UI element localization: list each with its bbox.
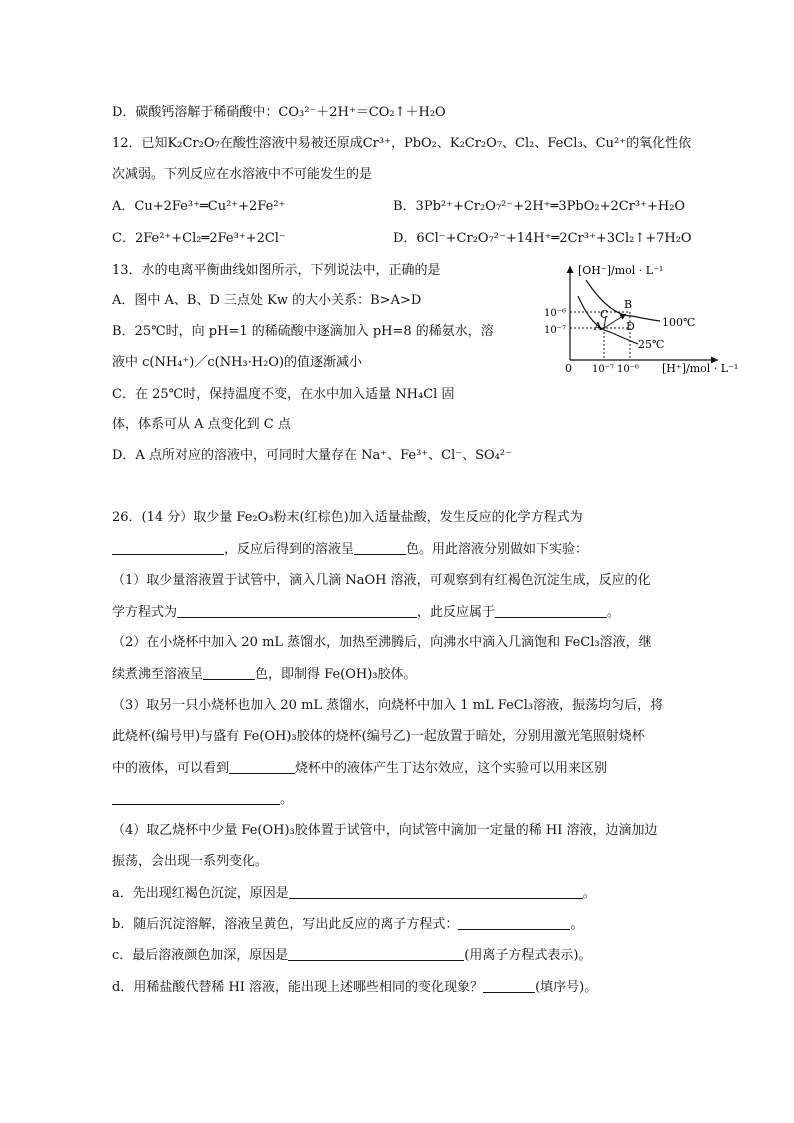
q26-part4-line1: （4）取乙烧杯中少量 Fe(OH)₃胶体置于试管中，向试管中滴加一定量的稀 HI 溶液，边滴加边 [112,823,658,838]
q26-line1: 26．(14 分）取少量 Fe₂O₃粉末(红棕色)加入适量盐酸，发生反应的化学方程式为 [112,510,583,525]
water-ionization-chart [540,258,760,380]
q26-part3-line2: 此烧杯(编号甲)与盛有 Fe(OH)₃胶体的烧杯(编号乙)一起放置于暗处，分别用激光笔照射烧杯 [112,729,645,744]
answer-blank-p2-color[interactable] [203,665,255,680]
series-label-25c: 25℃ [638,338,665,351]
y-axis-label: [OH⁻]/mol · L⁻¹ [578,264,664,277]
answer-blank-p3-beaker[interactable] [229,759,295,774]
q26-part4-d: d．用稀盐酸代替稀 HI 溶液，能出现上述哪些相同的变化现象？ (填序号)。 [112,980,598,995]
q26-part4-b: b．随后沉淀溶解，溶液呈黄色，写出此反应的离子方程式： 。 [112,917,584,932]
point-a-label: A [594,320,602,333]
answer-blank-color[interactable] [354,540,406,555]
q26-part3-line4: 。 [112,790,293,809]
q13-option-b-line2: 液中 c(NH₄⁺)／c(NH₃·H₂O)的值逐渐减小 [112,355,363,370]
answer-blank-p3-distinguish[interactable] [112,790,280,805]
x-tick-1e-6: 10⁻⁶ [617,364,640,375]
q26-part2-line1: （2）在小烧杯中加入 20 mL 蒸馏水，加热至沸腾后，向沸水中滴入几滴饱和 FeCl₃溶液，继 [112,635,652,650]
q13-option-d: D．A 点所对应的溶液中，可同时大量存在 Na⁺、Fe³⁺、Cl⁻、SO₄²⁻ [112,448,512,463]
q26-part1-line1: （1）取少量溶液置于试管中，滴入几滴 NaOH 溶液，可观察到有红褐色沉淀生成，反应的化 [112,573,651,588]
y-tick-1e-7: 10⁻⁷ [544,325,567,336]
q26-part3-line3: 中的液体，可以看到 烧杯中的液体产生丁达尔效应，这个实验可以用来区别 [112,761,608,776]
series-label-100c: 100℃ [662,316,696,329]
q13-stem: 13．水的电离平衡曲线如图所示，下列说法中，正确的是 [112,263,441,278]
answer-blank-4a[interactable] [289,884,583,899]
q26-part2-line2: 续煮沸至溶液呈 色，即制得 Fe(OH)₃胶体。 [112,667,417,682]
answer-blank-p1-type[interactable] [495,603,607,618]
q26-part4-a: a．先出现红褐色沉淀，原因是 。 [112,886,596,901]
q13-option-c-line1: C．在 25℃时，保持温度不变，在水中加入适量 NH₄Cl 固 [112,387,455,402]
q11-option-d: D．碳酸钙溶解于稀硝酸中：CO₃²⁻＋2H⁺＝CO₂↑＋H₂O [112,105,446,120]
answer-blank-p1-equation[interactable] [177,603,417,618]
q26-part1-line2: 学方程式为 ，此反应属于 。 [112,605,621,620]
q13-option-c-line2: 体，体系可从 A 点变化到 C 点 [112,417,291,432]
q12-option-b: B．3Pb²⁺+Cr₂O₇²⁻+2H⁺═3PbO₂+2Cr³⁺+H₂O [393,199,686,214]
q13-option-a: A．图中 A、B、D 三点处 Kw 的大小关系：B>A>D [112,293,422,308]
q12-option-c: C．2Fe²⁺+Cl₂═2Fe³⁺+2Cl⁻ [112,231,286,246]
q12-option-d: D．6Cl⁻+Cr₂O₇²⁻+14H⁺═2Cr³⁺+3Cl₂↑+7H₂O [393,231,692,246]
q26-part3-line1: （3）取另一只小烧杯也加入 20 mL 蒸馏水，向烧杯中加入 1 mL FeCl₃溶液，振荡均匀后，将 [112,698,664,713]
y-tick-1e-6: 10⁻⁶ [544,308,567,319]
q26-line2: ，反应后得到的溶液呈 色。用此溶液分别做如下实验： [112,540,588,559]
x-tick-1e-7: 10⁻⁷ [592,364,615,375]
origin-label: 0 [565,362,572,375]
q12-stem-line1: 12．已知K₂Cr₂O₇在酸性溶液中易被还原成Cr³⁺，PbO₂、K₂Cr₂O₇、Cl₂、FeCl₃、Cu²⁺的氧化性依 [112,136,692,151]
q12-stem-line2: 次减弱。下列反应在水溶液中不可能发生的是 [112,167,373,182]
x-axis-label: [H⁺]/mol · L⁻¹ [662,362,739,375]
answer-blank-equation[interactable] [112,540,224,555]
q13-option-b-line1: B．25℃时，向 pH=1 的稀硫酸中逐滴加入 pH=8 的稀氨水，溶 [112,324,494,339]
answer-blank-4c[interactable] [288,946,464,961]
point-d-label: D [626,320,635,333]
q26-part4-c: c．最后溶液颜色加深，原因是 (用离子方程式表示)。 [112,948,592,963]
point-b-label: B [624,298,633,311]
curve-100c [586,280,660,321]
answer-blank-4b[interactable] [458,915,570,930]
answer-blank-4d[interactable] [483,978,535,993]
point-c-label: C [600,308,609,321]
q26-part4-line2: 振荡，会出现一系列变化。 [112,854,269,869]
q12-option-a: A．Cu+2Fe³⁺═Cu²⁺+2Fe²⁺ [112,199,286,214]
